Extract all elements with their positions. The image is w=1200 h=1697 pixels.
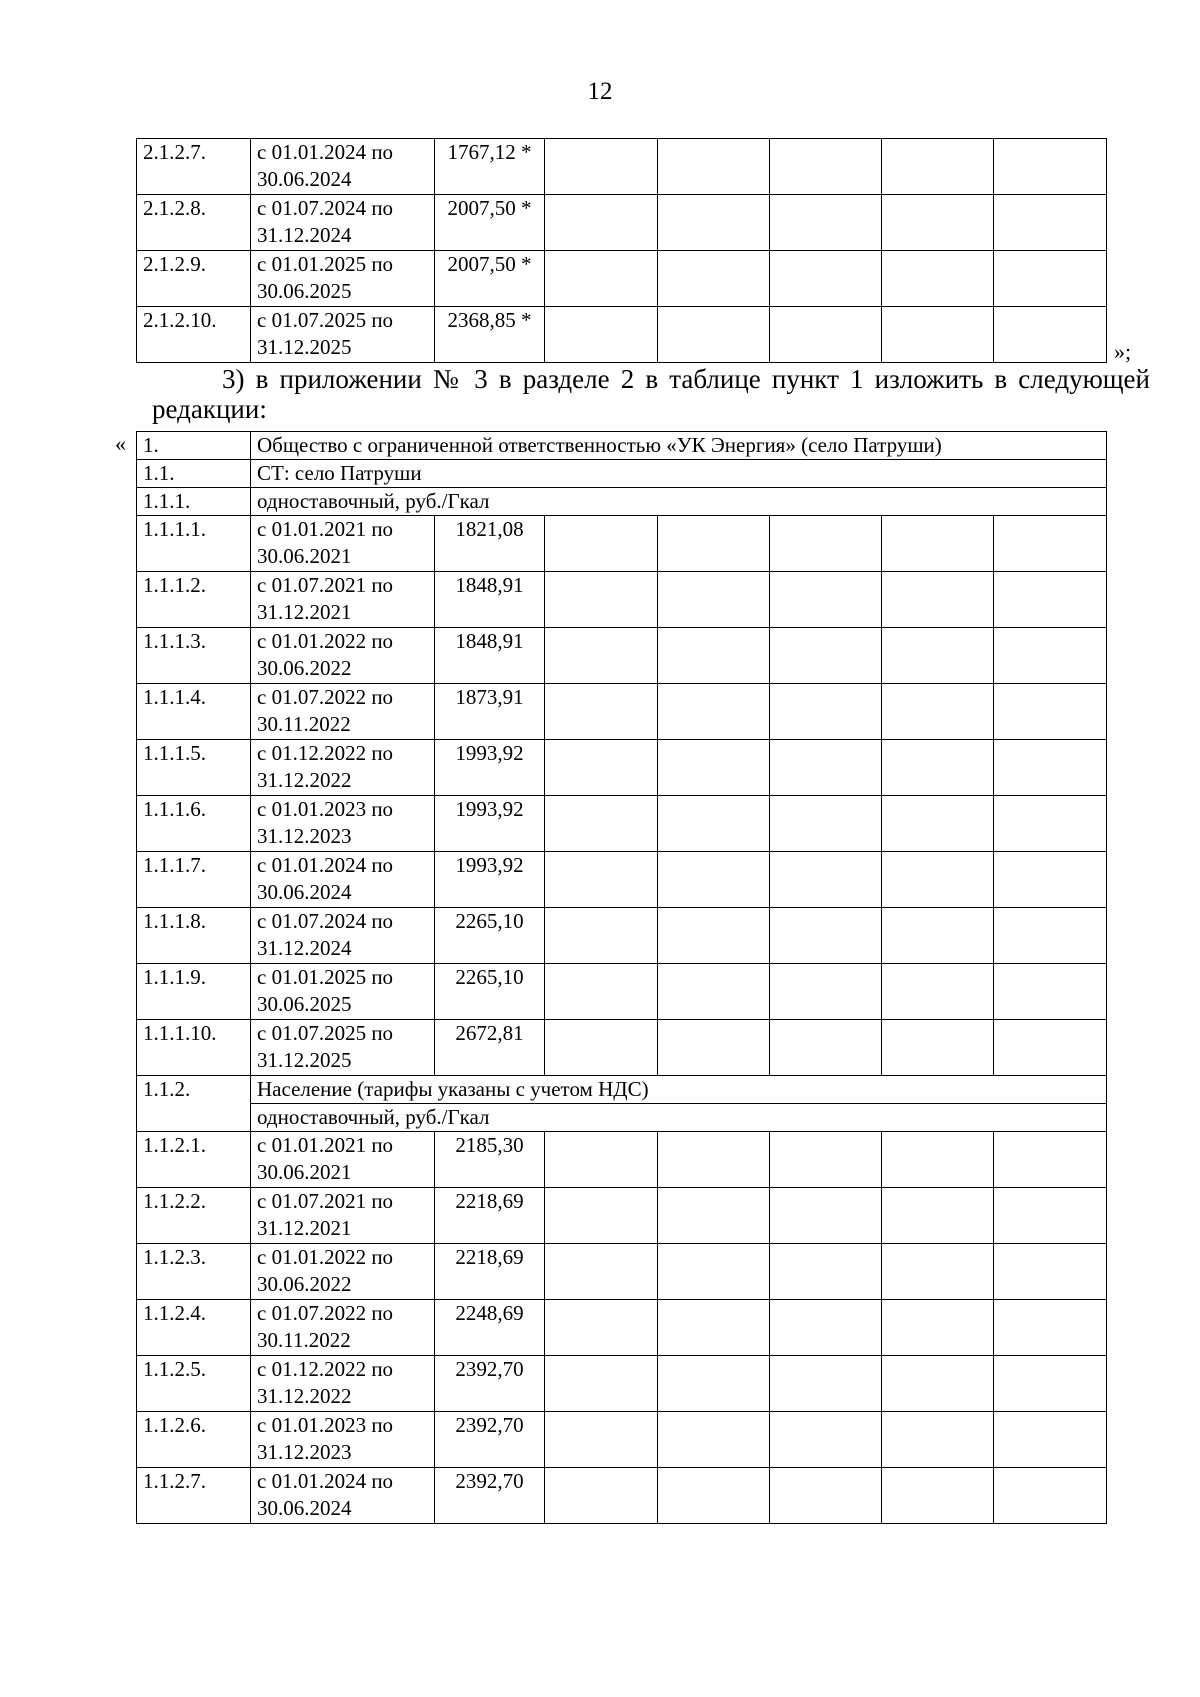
period-cell — [251, 964, 435, 1020]
row-number: 1.1.1.6. — [137, 796, 251, 852]
period-cell — [251, 572, 435, 628]
rate-type: одноставочный, руб./Гкал — [251, 488, 1107, 516]
empty-cell — [545, 195, 658, 251]
empty-cell — [658, 195, 770, 251]
period-cell — [251, 516, 435, 572]
tariff-value: 1873,91 — [435, 684, 545, 740]
period-start: с 01.12.2022 по — [257, 741, 394, 765]
empty-cell — [770, 1132, 882, 1188]
closing-quote: »; — [1114, 339, 1132, 364]
empty-cell — [658, 684, 770, 740]
period-end: 31.12.2024 — [257, 223, 352, 247]
row-number: 1.1.2.5. — [137, 1356, 251, 1412]
period-cell — [251, 1412, 435, 1468]
period-start: с 01.07.2024 по — [257, 909, 394, 933]
period-end: 30.06.2024 — [257, 167, 352, 191]
period-end: 30.06.2022 — [257, 656, 352, 680]
empty-cell — [994, 852, 1107, 908]
empty-cell — [545, 628, 658, 684]
row-number: 1.1.1. — [137, 488, 251, 516]
empty-cell — [994, 628, 1107, 684]
row-number: 1.1.2. — [137, 1076, 251, 1132]
tariff-value: 2248,69 — [435, 1300, 545, 1356]
period-start: с 01.01.2025 по — [257, 252, 394, 276]
empty-cell — [882, 139, 994, 195]
empty-cell — [994, 139, 1107, 195]
empty-cell — [994, 1412, 1107, 1468]
empty-cell — [770, 684, 882, 740]
empty-cell — [994, 1020, 1107, 1076]
tariff-table-new-edition — [136, 431, 1107, 1524]
tariff-value: 1993,92 — [435, 796, 545, 852]
tariff-table-continued — [136, 138, 1107, 363]
period-start: с 01.07.2024 по — [257, 196, 394, 220]
empty-cell — [658, 572, 770, 628]
empty-cell — [658, 740, 770, 796]
population-name: Население (тарифы указаны с учетом НДС) — [251, 1076, 1107, 1104]
empty-cell — [770, 1356, 882, 1412]
empty-cell — [770, 307, 882, 363]
row-number: 1.1.2.2. — [137, 1188, 251, 1244]
empty-cell — [658, 1412, 770, 1468]
period-cell — [251, 908, 435, 964]
empty-cell — [658, 516, 770, 572]
period-start: с 01.01.2024 по — [257, 140, 394, 164]
empty-cell — [994, 195, 1107, 251]
table-row — [137, 307, 1107, 363]
row-number: 1.1.1.7. — [137, 852, 251, 908]
empty-cell — [658, 1468, 770, 1524]
empty-cell — [770, 852, 882, 908]
table-row — [137, 1412, 1107, 1468]
table-row — [137, 964, 1107, 1020]
empty-cell — [545, 1132, 658, 1188]
empty-cell — [770, 908, 882, 964]
empty-cell — [882, 964, 994, 1020]
period-end: 31.12.2025 — [257, 1048, 352, 1072]
period-cell — [251, 307, 435, 363]
table-row — [137, 852, 1107, 908]
period-start: с 01.01.2024 по — [257, 1469, 394, 1493]
period-start: с 01.07.2025 по — [257, 308, 394, 332]
empty-cell — [882, 1020, 994, 1076]
table-row — [137, 139, 1107, 195]
page-number: 12 — [587, 78, 613, 105]
tariff-value: 2368,85 * — [435, 307, 545, 363]
rate-type: одноставочный, руб./Гкал — [251, 1104, 1107, 1132]
period-start: с 01.01.2022 по — [257, 629, 394, 653]
empty-cell — [658, 852, 770, 908]
row-number: 1.1.1.8. — [137, 908, 251, 964]
period-end: 30.06.2021 — [257, 1160, 352, 1184]
empty-cell — [545, 964, 658, 1020]
table-row — [137, 1020, 1107, 1076]
tariff-value: 2007,50 * — [435, 251, 545, 307]
row-number: 2.1.2.9. — [137, 251, 251, 307]
empty-cell — [994, 964, 1107, 1020]
period-cell — [251, 852, 435, 908]
empty-cell — [882, 1300, 994, 1356]
tariff-value: 1821,08 — [435, 516, 545, 572]
row-number: 1.1.2.7. — [137, 1468, 251, 1524]
empty-cell — [882, 740, 994, 796]
empty-cell — [658, 908, 770, 964]
tariff-value: 2392,70 — [435, 1468, 545, 1524]
empty-cell — [658, 1020, 770, 1076]
period-cell — [251, 1300, 435, 1356]
tariff-value: 2007,50 * — [435, 195, 545, 251]
empty-cell — [882, 796, 994, 852]
row-number: 1.1.2.1. — [137, 1132, 251, 1188]
period-cell — [251, 796, 435, 852]
table-row — [137, 572, 1107, 628]
empty-cell — [770, 1188, 882, 1244]
period-start: с 01.01.2024 по — [257, 853, 394, 877]
empty-cell — [770, 1244, 882, 1300]
empty-cell — [770, 740, 882, 796]
tariff-value: 1767,12 * — [435, 139, 545, 195]
tariff-value: 2218,69 — [435, 1244, 545, 1300]
period-end: 30.11.2022 — [257, 1328, 351, 1352]
empty-cell — [770, 195, 882, 251]
empty-cell — [658, 964, 770, 1020]
empty-cell — [658, 307, 770, 363]
table-row — [137, 684, 1107, 740]
empty-cell — [545, 1356, 658, 1412]
tariff-value: 2185,30 — [435, 1132, 545, 1188]
table-row — [137, 1132, 1107, 1188]
period-end: 31.12.2025 — [257, 335, 352, 359]
period-cell — [251, 740, 435, 796]
empty-cell — [994, 1356, 1107, 1412]
empty-cell — [882, 1468, 994, 1524]
period-cell — [251, 1356, 435, 1412]
row-number: 2.1.2.10. — [137, 307, 251, 363]
empty-cell — [994, 516, 1107, 572]
instruction-paragraph: 3) в приложении № 3 в разделе 2 в таблице пункт 1 изложить в следующей редакции: — [152, 364, 1150, 424]
period-start: с 01.01.2023 по — [257, 797, 394, 821]
period-start: с 01.01.2021 по — [257, 517, 394, 541]
empty-cell — [994, 307, 1107, 363]
period-start: с 01.07.2022 по — [257, 1301, 394, 1325]
empty-cell — [658, 251, 770, 307]
row-number: 1. — [137, 432, 251, 460]
tariff-value: 2392,70 — [435, 1356, 545, 1412]
empty-cell — [994, 796, 1107, 852]
table-row — [137, 796, 1107, 852]
empty-cell — [770, 1468, 882, 1524]
period-start: с 01.07.2021 по — [257, 1189, 394, 1213]
period-end: 31.12.2022 — [257, 1384, 352, 1408]
empty-cell — [545, 1300, 658, 1356]
tariff-value: 1848,91 — [435, 572, 545, 628]
tariff-value: 1993,92 — [435, 852, 545, 908]
empty-cell — [658, 628, 770, 684]
period-end: 30.06.2021 — [257, 544, 352, 568]
table-row — [137, 195, 1107, 251]
empty-cell — [770, 796, 882, 852]
tariff-value: 2218,69 — [435, 1188, 545, 1244]
empty-cell — [545, 572, 658, 628]
row-number: 1.1.2.4. — [137, 1300, 251, 1356]
table-row — [137, 628, 1107, 684]
empty-cell — [994, 251, 1107, 307]
opening-quote: « — [115, 431, 126, 456]
empty-cell — [882, 307, 994, 363]
row-number: 2.1.2.8. — [137, 195, 251, 251]
empty-cell — [545, 139, 658, 195]
period-start: с 01.07.2022 по — [257, 685, 394, 709]
row-number: 1.1.1.1. — [137, 516, 251, 572]
period-end: 30.06.2024 — [257, 1496, 352, 1520]
population-rate-row — [137, 1104, 1107, 1132]
empty-cell — [545, 1468, 658, 1524]
table-row — [137, 1188, 1107, 1244]
period-cell — [251, 195, 435, 251]
empty-cell — [770, 516, 882, 572]
empty-cell — [994, 1188, 1107, 1244]
st-rate-row — [137, 488, 1107, 516]
row-number: 1.1. — [137, 460, 251, 488]
empty-cell — [545, 1412, 658, 1468]
empty-cell — [882, 1412, 994, 1468]
period-end: 31.12.2021 — [257, 1216, 352, 1240]
period-cell — [251, 628, 435, 684]
empty-cell — [994, 1244, 1107, 1300]
tariff-value: 1993,92 — [435, 740, 545, 796]
table-row — [137, 1300, 1107, 1356]
table-row — [137, 1468, 1107, 1524]
empty-cell — [770, 1412, 882, 1468]
empty-cell — [545, 908, 658, 964]
period-end: 30.11.2022 — [257, 712, 351, 736]
empty-cell — [882, 195, 994, 251]
table-row — [137, 1356, 1107, 1412]
empty-cell — [545, 740, 658, 796]
row-number: 1.1.2.3. — [137, 1244, 251, 1300]
row-number: 1.1.2.6. — [137, 1412, 251, 1468]
empty-cell — [994, 1132, 1107, 1188]
period-end: 31.12.2023 — [257, 824, 352, 848]
empty-cell — [994, 572, 1107, 628]
empty-cell — [770, 1300, 882, 1356]
empty-cell — [545, 516, 658, 572]
period-cell — [251, 1188, 435, 1244]
period-start: с 01.01.2023 по — [257, 1413, 394, 1437]
st-name: СТ: село Патруши — [251, 460, 1107, 488]
empty-cell — [658, 139, 770, 195]
period-start: с 01.01.2022 по — [257, 1245, 394, 1269]
empty-cell — [658, 1356, 770, 1412]
empty-cell — [545, 251, 658, 307]
period-end: 30.06.2024 — [257, 880, 352, 904]
empty-cell — [882, 628, 994, 684]
empty-cell — [545, 1020, 658, 1076]
empty-cell — [770, 572, 882, 628]
row-number: 2.1.2.7. — [137, 139, 251, 195]
empty-cell — [882, 1356, 994, 1412]
empty-cell — [994, 1468, 1107, 1524]
period-end: 31.12.2024 — [257, 936, 352, 960]
empty-cell — [658, 796, 770, 852]
period-cell — [251, 1020, 435, 1076]
tariff-value: 2392,70 — [435, 1412, 545, 1468]
period-end: 31.12.2022 — [257, 768, 352, 792]
row-number: 1.1.1.3. — [137, 628, 251, 684]
empty-cell — [770, 964, 882, 1020]
empty-cell — [545, 1188, 658, 1244]
empty-cell — [882, 908, 994, 964]
empty-cell — [882, 1244, 994, 1300]
row-number: 1.1.1.2. — [137, 572, 251, 628]
table-row — [137, 516, 1107, 572]
period-end: 30.06.2022 — [257, 1272, 352, 1296]
table-row — [137, 251, 1107, 307]
period-end: 30.06.2025 — [257, 992, 352, 1016]
empty-cell — [882, 1132, 994, 1188]
organization-name: Общество с ограниченной ответственностью «УК Энергия» (село Патруши) — [251, 432, 1107, 460]
empty-cell — [882, 516, 994, 572]
period-cell — [251, 1468, 435, 1524]
tariff-value: 1848,91 — [435, 628, 545, 684]
empty-cell — [545, 307, 658, 363]
empty-cell — [545, 796, 658, 852]
empty-cell — [882, 251, 994, 307]
empty-cell — [658, 1188, 770, 1244]
period-cell — [251, 1132, 435, 1188]
empty-cell — [770, 139, 882, 195]
table-row — [137, 908, 1107, 964]
population-row — [137, 1076, 1107, 1104]
period-end: 31.12.2023 — [257, 1440, 352, 1464]
empty-cell — [882, 852, 994, 908]
period-cell — [251, 684, 435, 740]
st-row — [137, 460, 1107, 488]
empty-cell — [882, 572, 994, 628]
period-start: с 01.07.2025 по — [257, 1021, 394, 1045]
empty-cell — [994, 740, 1107, 796]
empty-cell — [882, 1188, 994, 1244]
empty-cell — [545, 852, 658, 908]
empty-cell — [882, 684, 994, 740]
period-end: 30.06.2025 — [257, 279, 352, 303]
empty-cell — [994, 684, 1107, 740]
tariff-value: 2265,10 — [435, 964, 545, 1020]
empty-cell — [545, 684, 658, 740]
empty-cell — [658, 1244, 770, 1300]
empty-cell — [770, 1020, 882, 1076]
row-number: 1.1.1.5. — [137, 740, 251, 796]
row-number: 1.1.1.9. — [137, 964, 251, 1020]
organization-row — [137, 432, 1107, 460]
tariff-value: 2265,10 — [435, 908, 545, 964]
period-start: с 01.01.2021 по — [257, 1133, 394, 1157]
period-end: 31.12.2021 — [257, 600, 352, 624]
period-cell — [251, 139, 435, 195]
empty-cell — [770, 628, 882, 684]
empty-cell — [994, 1300, 1107, 1356]
row-number: 1.1.1.4. — [137, 684, 251, 740]
empty-cell — [770, 251, 882, 307]
period-start: с 01.07.2021 по — [257, 573, 394, 597]
period-start: с 01.12.2022 по — [257, 1357, 394, 1381]
tariff-value: 2672,81 — [435, 1020, 545, 1076]
empty-cell — [994, 908, 1107, 964]
table-row — [137, 1244, 1107, 1300]
empty-cell — [658, 1300, 770, 1356]
row-number: 1.1.1.10. — [137, 1020, 251, 1076]
empty-cell — [658, 1132, 770, 1188]
period-start: с 01.01.2025 по — [257, 965, 394, 989]
period-cell — [251, 251, 435, 307]
table-row — [137, 740, 1107, 796]
period-cell — [251, 1244, 435, 1300]
empty-cell — [545, 1244, 658, 1300]
